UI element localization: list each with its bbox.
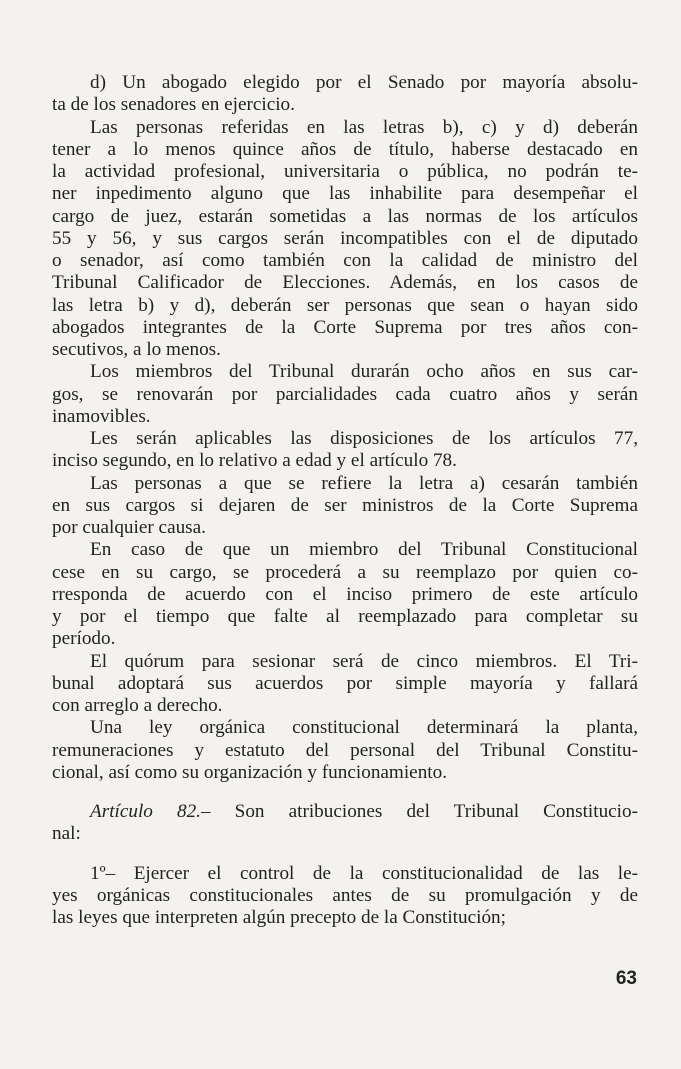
- text-line: yes orgánicas constitucionales antes de su promulgación y de: [52, 884, 638, 906]
- document-body: [52, 72, 638, 929]
- text-line: tener a lo menos quince años de título, haberse destacado en: [52, 138, 638, 160]
- text-line: la actividad profesional, universitaria o pública, no podrán te-: [52, 161, 638, 182]
- text-line: Las personas referidas en las letras b), c) y d) deberán: [90, 116, 638, 138]
- paragraph: [52, 72, 638, 117]
- text-line: nal:: [52, 823, 81, 845]
- text-line: Los miembros del Tribunal durarán ocho años en sus car-: [90, 361, 638, 383]
- text-line: con arreglo a derecho.: [52, 695, 223, 716]
- text-line: por cualquier causa.: [52, 517, 206, 538]
- item-one: [52, 863, 638, 930]
- text-line: cese en su cargo, se procederá a su reemplazo por quien co-: [52, 561, 638, 583]
- text-line: ner inpedimento alguno que las inhabilite para desempeñar el: [52, 183, 638, 205]
- paragraph: [52, 117, 638, 362]
- text-line: [52, 801, 638, 823]
- paragraph: [52, 361, 638, 428]
- text-line: las letra b) y d), deberán ser personas que sean o hayan sido: [52, 294, 638, 316]
- text-line: cional, así como su organización y funcionamiento.: [52, 761, 448, 783]
- text-line: secutivos, a lo menos.: [52, 339, 221, 360]
- text-line: Una ley orgánica constitucional determinará la planta,: [90, 717, 638, 739]
- text-line: 1º– Ejercer el control de la constitucionalidad de las le-: [90, 862, 638, 884]
- paragraph: [52, 539, 638, 650]
- text-line: remuneraciones y estatuto del personal del Tribunal Constitu-: [52, 739, 638, 761]
- text-line: bunal adoptará sus acuerdos por simple mayoría y fallará: [52, 672, 638, 694]
- paragraph: [52, 428, 638, 473]
- text-line: Tribunal Calificador de Elecciones. Además, en los casos de: [52, 272, 638, 294]
- text-line: Les serán aplicables las disposiciones de los artículos 77,: [90, 428, 638, 449]
- paragraph: [52, 651, 638, 718]
- text-line: gos, se renovarán por parcialidades cada cuatro años y serán: [52, 383, 638, 405]
- article-82: [52, 801, 638, 846]
- text-line: o senador, así como también con la calidad de ministro del: [52, 250, 638, 271]
- text-line: inciso segundo, en lo relativo a edad y el artículo 78.: [52, 450, 457, 472]
- text-line: abogados integrantes de la Corte Suprema por tres años con-: [52, 316, 638, 338]
- page-number: 63: [615, 968, 637, 989]
- text-line: rresponda de acuerdo con el inciso primero de este artículo: [52, 583, 638, 605]
- text-line: cargo de juez, estarán sometidas a las normas de los artículos: [52, 205, 638, 227]
- text-line: las leyes que interpreten algún precepto de la Constitución;: [52, 907, 506, 928]
- text-line: d) Un abogado elegido por el Senado por mayoría absolu-: [90, 72, 638, 93]
- paragraph: [52, 717, 638, 784]
- text-line: En caso de que un miembro del Tribunal Constitucional: [90, 539, 638, 561]
- paragraph: [52, 473, 638, 540]
- text-line: en sus cargos si dejaren de ser ministros de la Corte Suprema: [52, 494, 638, 516]
- text-line: período.: [52, 628, 116, 650]
- text-line: Las personas a que se refiere la letra a) cesarán también: [90, 472, 638, 494]
- text-line: inamovibles.: [52, 405, 151, 427]
- text-line: y por el tiempo que falte al reemplazado para completar su: [52, 606, 638, 627]
- article-text: – Son atribuciones del Tribunal Constitucio-: [200, 801, 638, 822]
- article-heading: Artículo 82.: [90, 801, 201, 822]
- text-line: 55 y 56, y sus cargos serán incompatibles con el de diputado: [52, 227, 638, 249]
- text-line: El quórum para sesionar será de cinco miembros. El Tri-: [90, 650, 638, 672]
- text-line: ta de los senadores en ejercicio.: [52, 94, 295, 116]
